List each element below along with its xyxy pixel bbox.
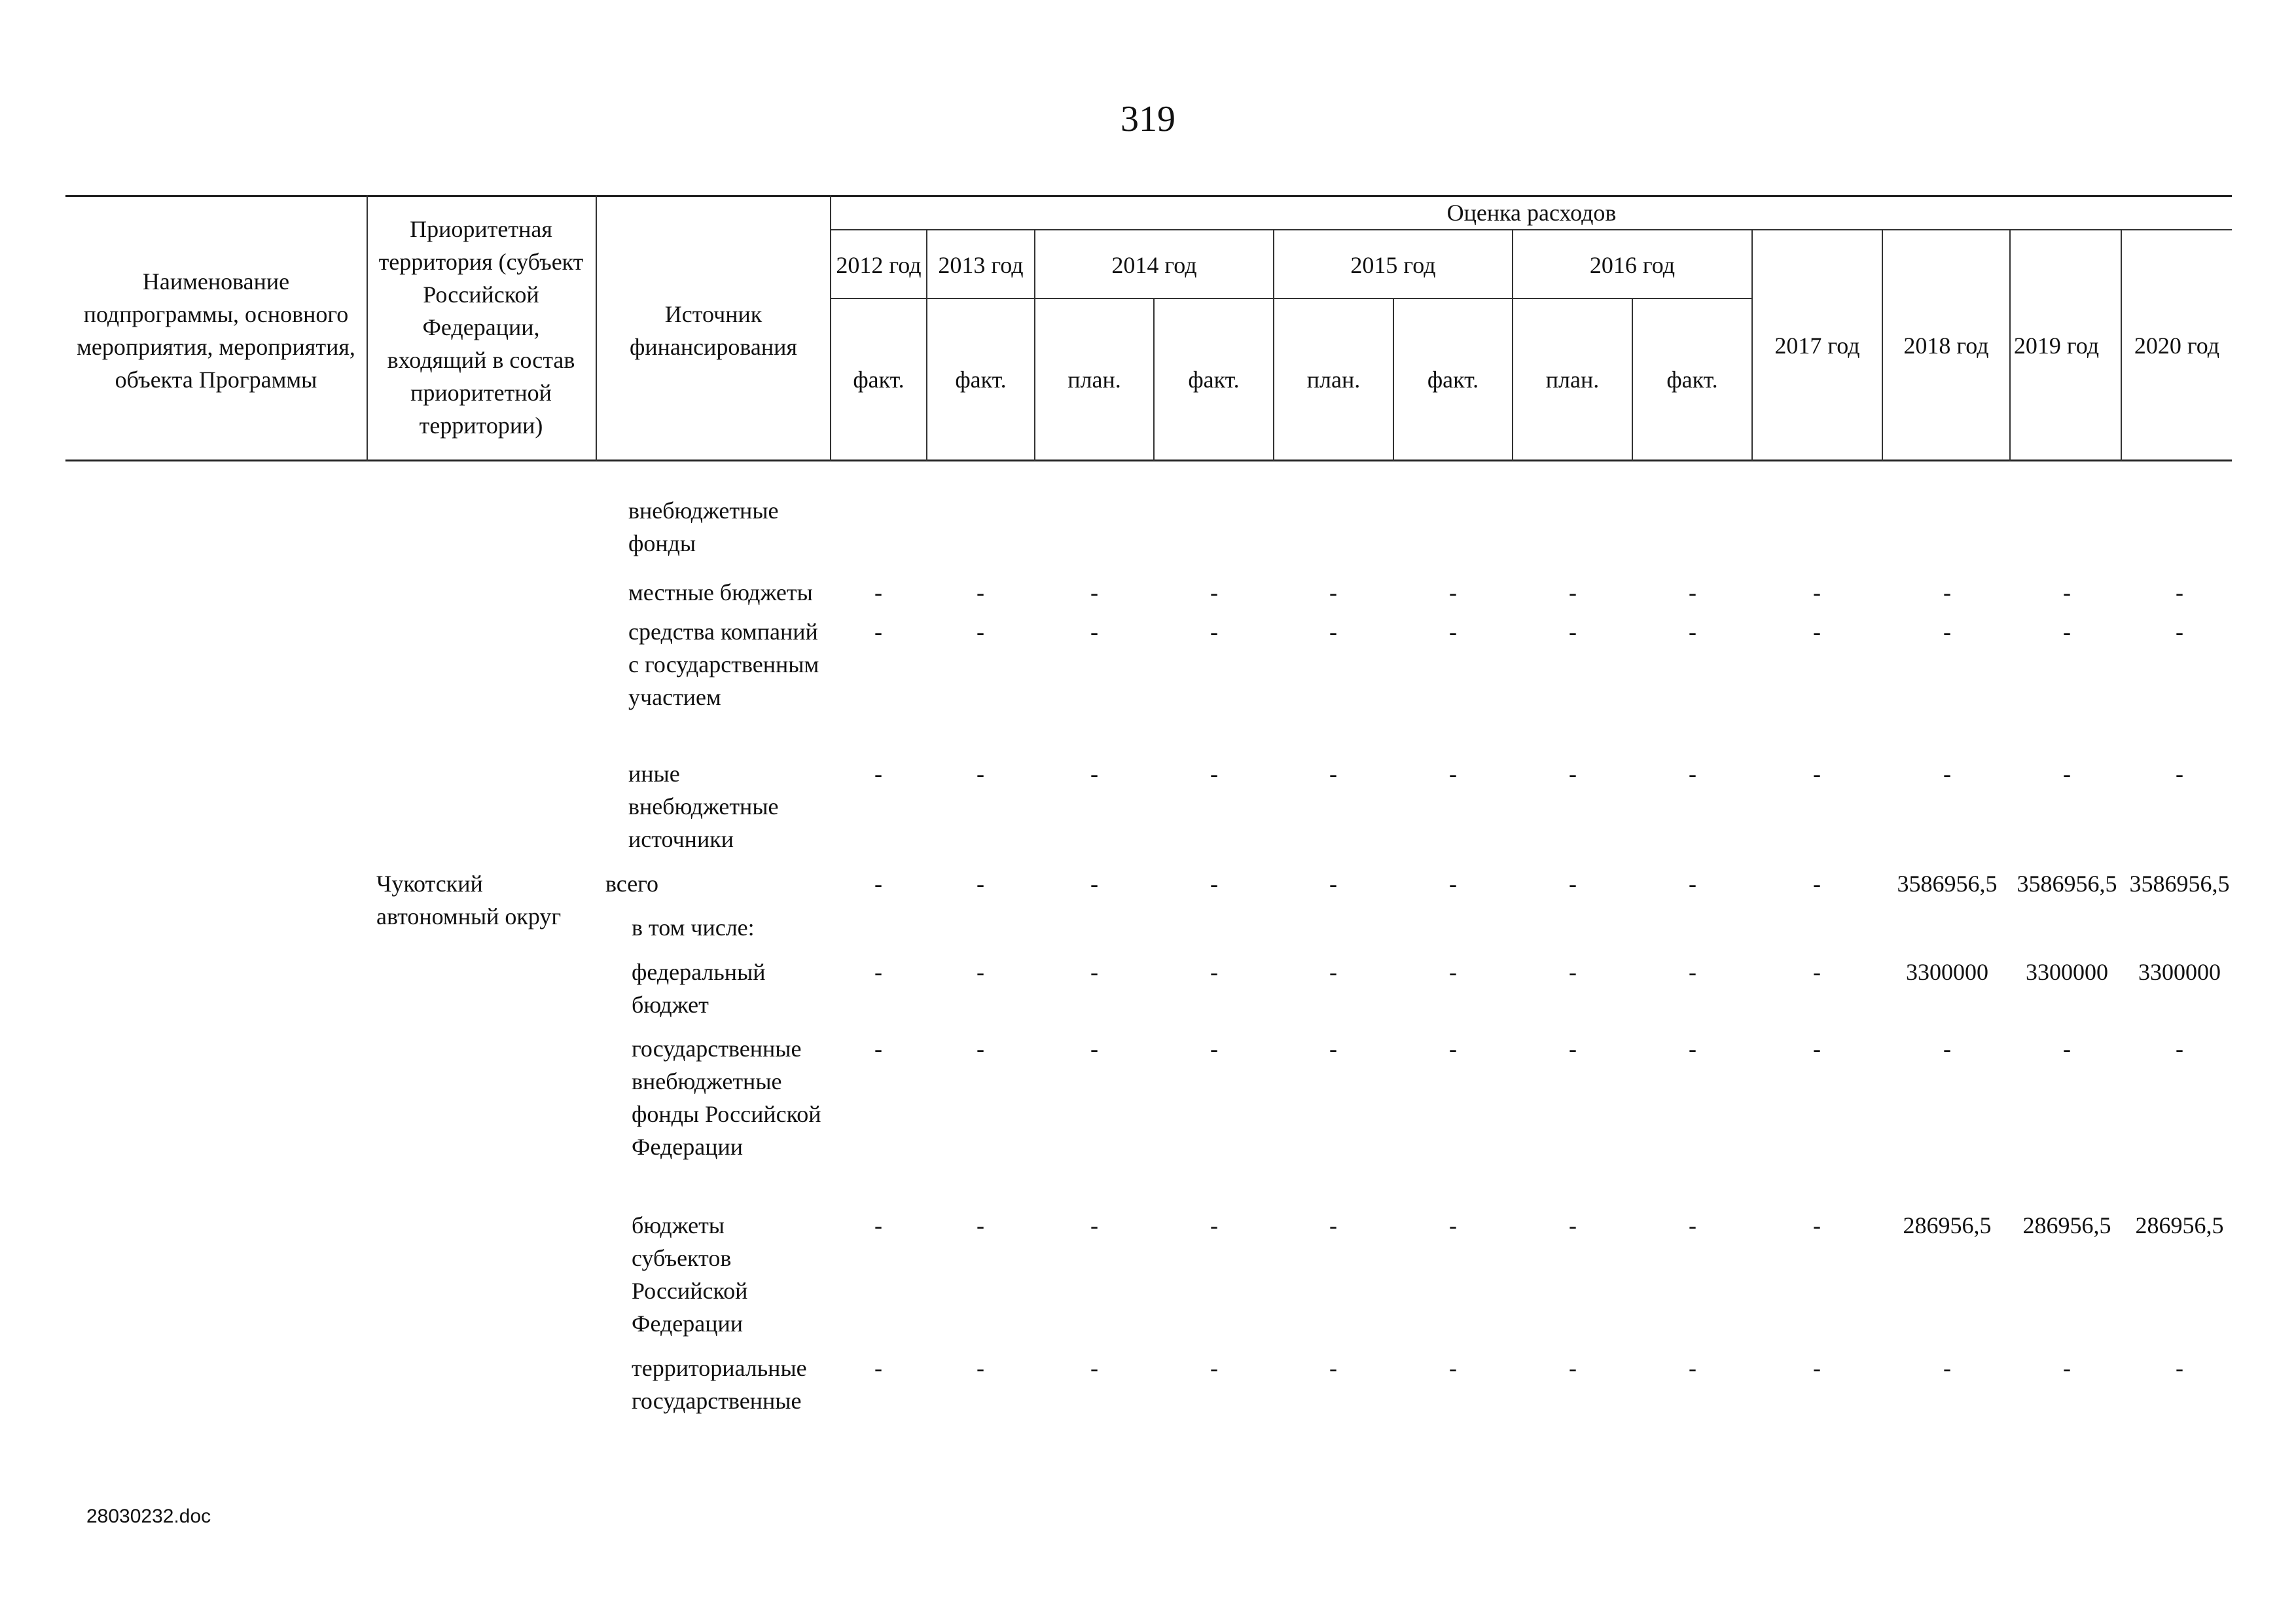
value-cell: - bbox=[874, 871, 882, 897]
value-cell: - bbox=[1813, 1036, 1821, 1062]
value-cell: - bbox=[1689, 959, 1696, 985]
value-cell: - bbox=[1090, 619, 1098, 645]
value-cell: - bbox=[2063, 1355, 2071, 1381]
value-cell: - bbox=[1329, 1036, 1337, 1062]
value-cell: 286956,5 bbox=[1903, 1212, 1992, 1238]
value-cell: - bbox=[1090, 1355, 1098, 1381]
value-cell: - bbox=[874, 579, 882, 605]
header-year-2013: 2013 год bbox=[938, 252, 1024, 278]
value-cell: - bbox=[1090, 579, 1098, 605]
value-cell: - bbox=[1813, 959, 1821, 985]
header-year-2019: 2019 год bbox=[2013, 332, 2100, 359]
value-cell: - bbox=[2176, 761, 2183, 787]
value-cell: - bbox=[977, 1212, 984, 1238]
value-cell: - bbox=[1210, 761, 1218, 787]
source-cell: иные внебюджетные источники bbox=[628, 761, 779, 852]
value-cell: 3300000 bbox=[1906, 959, 1988, 985]
value-cell: - bbox=[977, 579, 984, 605]
value-cell: - bbox=[874, 761, 882, 787]
value-cell: - bbox=[874, 619, 882, 645]
value-cell: - bbox=[2176, 579, 2183, 605]
header-year-2020: 2020 год bbox=[2134, 332, 2220, 359]
value-cell: - bbox=[1813, 619, 1821, 645]
source-cell: бюджеты субъектов Российской Федерации bbox=[632, 1212, 748, 1337]
source-cell: средства компаний с государственным участием bbox=[628, 619, 819, 710]
value-cell: - bbox=[1569, 619, 1577, 645]
value-cell: - bbox=[1689, 1212, 1696, 1238]
value-cell: - bbox=[1813, 761, 1821, 787]
value-cell: - bbox=[1689, 1355, 1696, 1381]
value-cell: - bbox=[1569, 959, 1577, 985]
value-cell: - bbox=[1210, 1212, 1218, 1238]
value-cell: - bbox=[1090, 1036, 1098, 1062]
value-cell: - bbox=[1689, 619, 1696, 645]
value-cell: - bbox=[1813, 579, 1821, 605]
value-cell: 286956,5 bbox=[2135, 1212, 2224, 1238]
value-cell: - bbox=[1569, 1355, 1577, 1381]
source-cell: всего bbox=[605, 871, 659, 897]
source-cell: в том числе: bbox=[632, 914, 755, 941]
header-year-2012: 2012 год bbox=[836, 252, 922, 278]
value-cell: - bbox=[1813, 1212, 1821, 1238]
header-year-2016: 2016 год bbox=[1589, 252, 1676, 278]
header-source: Источник финансирования bbox=[630, 301, 797, 360]
value-cell: - bbox=[1210, 1355, 1218, 1381]
value-cell: - bbox=[1813, 871, 1821, 897]
subheader-fact: факт. bbox=[853, 367, 905, 393]
value-cell: - bbox=[1943, 619, 1951, 645]
value-cell: - bbox=[1329, 619, 1337, 645]
value-cell: - bbox=[1813, 1355, 1821, 1381]
value-cell: - bbox=[874, 1355, 882, 1381]
value-cell: - bbox=[977, 761, 984, 787]
header-spending-estimate: Оценка расходов bbox=[1446, 200, 1617, 226]
value-cell: 3300000 bbox=[2138, 959, 2221, 985]
header-divider bbox=[367, 195, 368, 461]
page-number: 319 bbox=[1121, 99, 1175, 139]
value-cell: - bbox=[1329, 1212, 1337, 1238]
value-cell: - bbox=[1689, 761, 1696, 787]
value-cell: 3300000 bbox=[2026, 959, 2108, 985]
value-cell: - bbox=[1569, 579, 1577, 605]
value-cell: - bbox=[1569, 1212, 1577, 1238]
header-bottom-rule bbox=[65, 460, 2232, 461]
value-cell: - bbox=[2063, 579, 2071, 605]
value-cell: - bbox=[1943, 579, 1951, 605]
value-cell: - bbox=[2063, 1036, 2071, 1062]
value-cell: - bbox=[874, 1036, 882, 1062]
header-subrule bbox=[830, 229, 2232, 230]
value-cell: - bbox=[874, 1212, 882, 1238]
subheader-fact: факт. bbox=[955, 367, 1007, 393]
value-cell: - bbox=[1569, 1036, 1577, 1062]
value-cell: - bbox=[1449, 959, 1457, 985]
value-cell: - bbox=[1329, 579, 1337, 605]
value-cell: - bbox=[2176, 1036, 2183, 1062]
value-cell: - bbox=[1449, 871, 1457, 897]
value-cell: - bbox=[1569, 871, 1577, 897]
value-cell: - bbox=[874, 959, 882, 985]
value-cell: - bbox=[977, 619, 984, 645]
value-cell: - bbox=[2176, 619, 2183, 645]
value-cell: - bbox=[1689, 579, 1696, 605]
value-cell: - bbox=[1090, 959, 1098, 985]
subheader-plan: план. bbox=[1545, 367, 1600, 393]
value-cell: - bbox=[977, 1355, 984, 1381]
source-cell: территориальные государственные bbox=[632, 1355, 807, 1414]
source-cell: государственные внебюджетные фонды Российской Федерации bbox=[632, 1036, 821, 1160]
source-cell: местные бюджеты bbox=[628, 579, 813, 605]
value-cell: - bbox=[2063, 619, 2071, 645]
value-cell: - bbox=[1210, 871, 1218, 897]
value-cell: - bbox=[1090, 761, 1098, 787]
territory-cell: Чукотский автономный округ bbox=[376, 871, 562, 929]
value-cell: - bbox=[1943, 1036, 1951, 1062]
value-cell: - bbox=[1090, 1212, 1098, 1238]
value-cell: - bbox=[1569, 761, 1577, 787]
subheader-fact: факт. bbox=[1427, 367, 1479, 393]
value-cell: - bbox=[1449, 1036, 1457, 1062]
value-cell: - bbox=[1449, 1212, 1457, 1238]
value-cell: - bbox=[1689, 871, 1696, 897]
value-cell: - bbox=[1210, 619, 1218, 645]
value-cell: - bbox=[1090, 871, 1098, 897]
value-cell: - bbox=[1329, 1355, 1337, 1381]
header-year-2018: 2018 год bbox=[1903, 332, 1989, 359]
value-cell: 286956,5 bbox=[2022, 1212, 2111, 1238]
header-subrule bbox=[830, 298, 1751, 299]
value-cell: - bbox=[1210, 579, 1218, 605]
value-cell: - bbox=[1943, 761, 1951, 787]
value-cell: - bbox=[1449, 761, 1457, 787]
value-cell: - bbox=[1329, 959, 1337, 985]
value-cell: - bbox=[2063, 761, 2071, 787]
subheader-fact: факт. bbox=[1666, 367, 1718, 393]
value-cell: - bbox=[1210, 1036, 1218, 1062]
value-cell: 3586956,5 bbox=[1897, 871, 1998, 897]
source-cell: внебюджетные фонды bbox=[628, 497, 779, 556]
value-cell: - bbox=[1449, 579, 1457, 605]
header-year-2014: 2014 год bbox=[1111, 252, 1197, 278]
value-cell: - bbox=[1943, 1355, 1951, 1381]
value-cell: - bbox=[1329, 761, 1337, 787]
header-year-2017: 2017 год bbox=[1774, 332, 1860, 359]
footer-filename: 28030232.doc bbox=[86, 1506, 211, 1527]
value-cell: - bbox=[1449, 619, 1457, 645]
subheader-fact: факт. bbox=[1188, 367, 1240, 393]
value-cell: - bbox=[977, 1036, 984, 1062]
value-cell: 3586956,5 bbox=[2129, 871, 2230, 897]
header-territory: Приоритетная территория (субъект Российской Федерации, входящий в состав приоритетной территории) bbox=[378, 216, 584, 439]
subheader-plan: план. bbox=[1067, 367, 1121, 393]
value-cell: - bbox=[977, 871, 984, 897]
value-cell: - bbox=[1329, 871, 1337, 897]
subheader-plan: план. bbox=[1306, 367, 1361, 393]
value-cell: - bbox=[2176, 1355, 2183, 1381]
header-year-2015: 2015 год bbox=[1350, 252, 1436, 278]
value-cell: 3586956,5 bbox=[2017, 871, 2117, 897]
header-divider bbox=[596, 195, 597, 461]
value-cell: - bbox=[1210, 959, 1218, 985]
value-cell: - bbox=[1689, 1036, 1696, 1062]
value-cell: - bbox=[977, 959, 984, 985]
source-cell: федеральный бюджет bbox=[632, 959, 766, 1018]
header-name: Наименование подпрограммы, основного мероприятия, мероприятия, объекта Программы bbox=[77, 268, 355, 393]
value-cell: - bbox=[1449, 1355, 1457, 1381]
